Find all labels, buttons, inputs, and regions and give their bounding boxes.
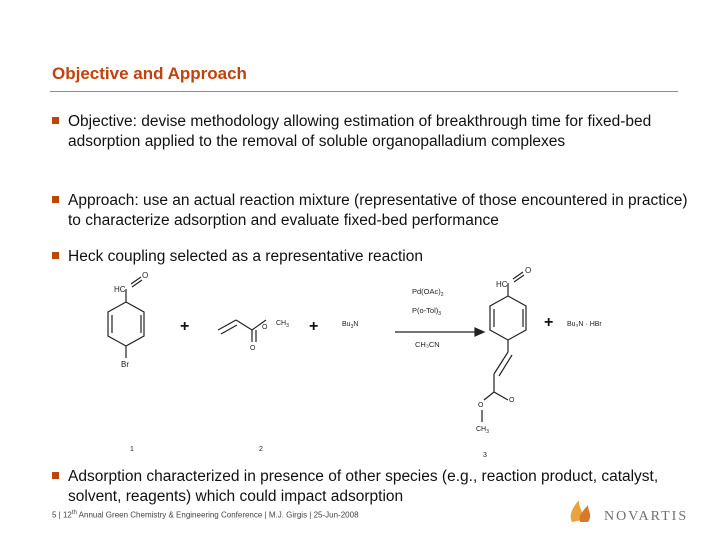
novartis-flame-icon (566, 496, 596, 526)
bromo-label: Br (121, 360, 129, 369)
acrylate-carbonyl-oxygen: O (250, 345, 256, 352)
plus-sign: + (180, 318, 190, 335)
catalyst-label: $Pd(OAc)_2$ (412, 287, 444, 298)
slide-number: 5 (52, 510, 57, 520)
plus-sign: + (544, 314, 554, 331)
acrylate-methyl: $CH_3$ (276, 320, 289, 329)
compound-number-1: 1 (130, 446, 134, 453)
alkene-bond (494, 352, 508, 374)
solvent-label: CH₃CN (415, 340, 440, 349)
product-aldehyde-label: HC (496, 280, 508, 289)
bullet-text: Adsorption characterized in presence of other species (e.g., reaction product, catalyst, solvent, reagents) which could impact adsorption (68, 468, 659, 505)
product-ester-oxygen: O (478, 402, 484, 409)
bullet-text: Heck coupling selected as a representative reaction (68, 248, 423, 265)
salt-byproduct: Bu₃N · HBr (567, 321, 602, 328)
product-aldehyde-oxygen: O (525, 266, 532, 275)
benzene-ring-3 (490, 296, 526, 340)
product-methyl: $CH_3$ (476, 426, 489, 435)
aldehyde-label: HC (114, 285, 126, 294)
novartis-logo-text: NOVARTIS (604, 509, 689, 524)
bullet-text: Approach: use an actual reaction mixture (representative of those encountered in practice) to characterize adsorption and evaluate fixed-bed performance (68, 192, 688, 229)
slide-footer: 5 | 12th Annual Green Chemistry & Engineering Conference | M.J. Girgis | 25-Jun-2008 (52, 510, 359, 520)
compound-number-3: 3 (483, 452, 487, 459)
bullet-text: Objective: devise methodology allowing estimation of breakthrough time for fixed-bed adsorption applied to the removal of soluble organopalladium complexes (68, 113, 652, 150)
bullet-marker (52, 472, 59, 479)
slide-title: Objective and Approach (52, 64, 247, 83)
product-carbonyl-oxygen: O (509, 397, 515, 404)
carbonyl-bond (131, 277, 141, 284)
aldehyde-oxygen: O (142, 271, 149, 280)
vinyl-bond (218, 320, 236, 330)
plus-sign: + (309, 318, 319, 335)
compound-number-2: 2 (259, 446, 263, 453)
benzene-ring-1 (108, 302, 144, 346)
bullet-adsorption (52, 467, 692, 506)
amine-reagent: $Bu_3N$ (342, 321, 359, 330)
acrylate-oxygen: O (262, 324, 268, 331)
ligand-label: $P(o-Tol)_3$ (412, 306, 442, 317)
